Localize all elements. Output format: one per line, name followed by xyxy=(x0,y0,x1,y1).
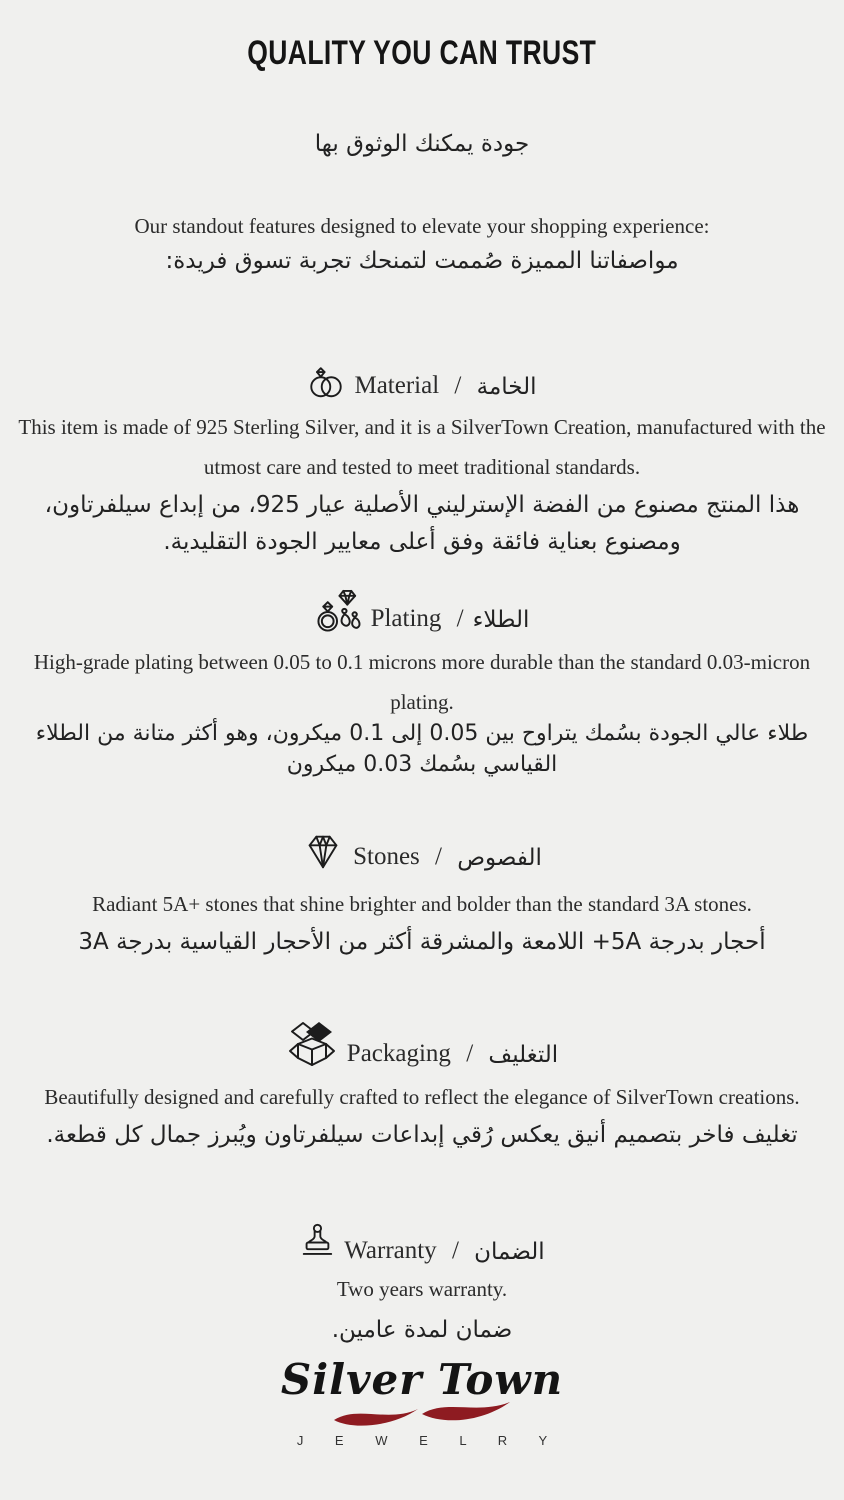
material-heading-en: Material xyxy=(354,372,440,400)
stones-heading-ar: الفصوص xyxy=(457,844,542,871)
heading-separator: / xyxy=(448,372,468,400)
warranty-body-english: Two years warranty. xyxy=(336,1277,508,1302)
stones-body-arabic: أحجار بدرجة 5A+ اللامعة والمشرقة أكثر من الأحجار القياسية بدرجة 3A xyxy=(78,929,766,956)
diamond-icon xyxy=(302,832,344,872)
packaging-body-english: Beautifully designed and carefully crafted to reflect the elegance of SilverTown creations. xyxy=(44,1085,800,1110)
material-body-arabic: هذا المنتج مصنوع من الفضة الإسترليني الأصلية عيار 925، من إبداع سيلفرتاون، ومصنوع بعناية فائقة وفق أعلى معايير الجودة التقليدية. xyxy=(44,492,800,556)
section-warranty xyxy=(12,1222,832,1349)
packaging-heading-en: Packaging xyxy=(346,1040,451,1068)
heading-separator: / xyxy=(459,1040,480,1068)
warranty-body-arabic: ضمان لمدة عامين. xyxy=(331,1317,513,1344)
packaging-heading xyxy=(12,1019,832,1069)
heading-separator: / xyxy=(445,1237,466,1265)
heading-separator: / xyxy=(450,605,464,633)
stones-body-english: Radiant 5A+ stones that shine brighter and bolder than the standard 3A stones. xyxy=(92,892,752,917)
section-plating xyxy=(12,587,832,780)
warranty-heading-en: Warranty xyxy=(344,1237,437,1265)
material-heading xyxy=(12,363,832,401)
brand-name: Silver Town xyxy=(280,1355,564,1405)
plating-body-arabic: طلاء عالي الجودة بسُمك يتراوح بين 0.05 إلى 0.1 ميكرون، وهو أكثر متانة من الطلاء القياسي بسُمك 0.03 ميكرون xyxy=(35,721,809,778)
intro-text-arabic: مواصفاتنا المميزة صُممت لتمنحك تجربة تسوق فريدة: xyxy=(165,248,679,275)
brand-logo xyxy=(12,1355,832,1448)
material-body-english: This item is made of 925 Sterling Silver, and it is a SilverTown Creation, manufactured with the utmost care and tested to meet traditional standards. xyxy=(18,415,826,480)
warranty-heading xyxy=(12,1222,832,1266)
plating-heading-ar: الطلاء xyxy=(472,606,530,633)
plating-heading-en: Plating xyxy=(370,605,442,633)
stones-heading xyxy=(12,832,832,872)
plating-body-english: High-grade plating between 0.05 to 0.1 microns more durable than the standard 0.03-micron plating. xyxy=(33,650,811,715)
section-stones xyxy=(12,832,832,961)
page-subtitle-arabic: جودة يمكنك الوثوق بها xyxy=(314,131,530,158)
intro-text-english: Our standout features designed to elevate your shopping experience: xyxy=(134,214,710,239)
open-box-icon xyxy=(286,1019,338,1069)
section-packaging xyxy=(12,1019,832,1154)
stamp-icon xyxy=(299,1222,335,1266)
packaging-heading-ar: التغليف xyxy=(488,1041,559,1068)
jewelry-set-icon xyxy=(315,587,362,634)
brand-subtitle: J E W E L R Y xyxy=(296,1433,562,1449)
plating-heading xyxy=(12,587,832,634)
wedding-rings-icon xyxy=(307,363,345,401)
packaging-body-arabic: تغليف فاخر بتصميم أنيق يعكس رُقي إبداعات سيلفرتاون ويُبرز جمال كل قطعة. xyxy=(46,1122,798,1149)
warranty-heading-ar: الضمان xyxy=(474,1238,545,1265)
section-material xyxy=(12,363,832,561)
heading-separator: / xyxy=(428,843,449,871)
page-title xyxy=(12,21,832,71)
material-heading-ar: الخامة xyxy=(476,373,537,400)
content-column xyxy=(12,21,832,1448)
page-title-text: QUALITY YOU CAN TRUST xyxy=(247,34,597,73)
stones-heading-en: Stones xyxy=(353,843,420,871)
